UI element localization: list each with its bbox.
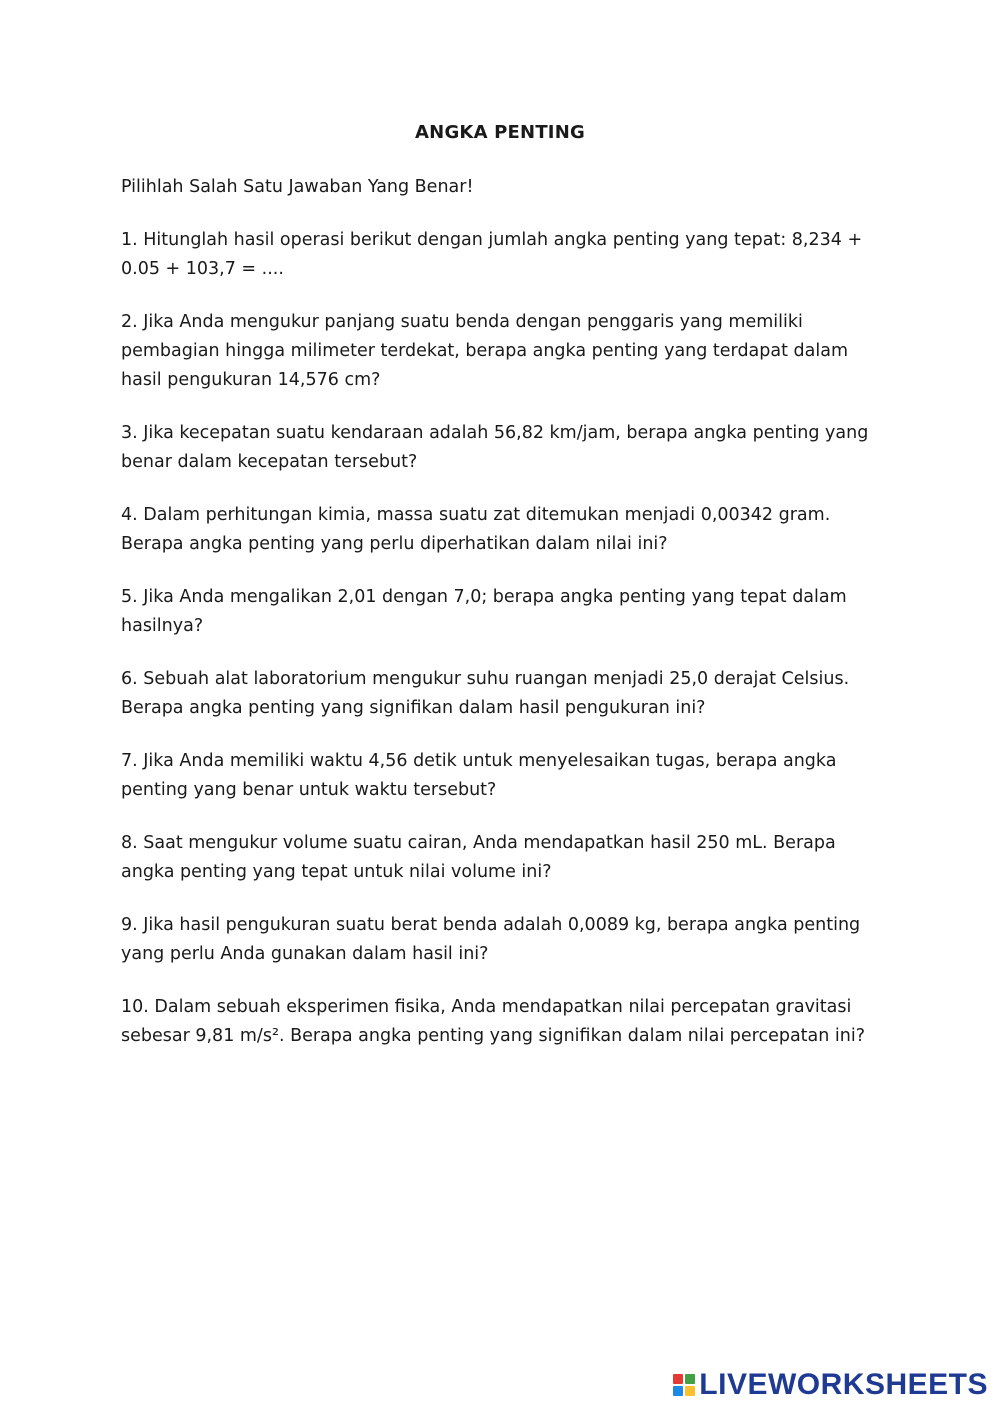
question-2: 2. Jika Anda mengukur panjang suatu benda dengan penggaris yang memiliki pembagian hingga milimeter terdekat, berapa angka penting yang terdapat dalam hasil pengukuran 14,576 cm? [121,312,849,390]
question-4: 4. Dalam perhitungan kimia, massa suatu zat ditemukan menjadi 0,00342 gram. Berapa angka penting yang perlu diperhatikan dalam nilai ini? [121,505,831,554]
question-8: 8. Saat mengukur volume suatu cairan, Anda mendapatkan hasil 250 mL. Berapa angka penting yang tepat untuk nilai volume ini? [121,833,836,882]
instruction-text: Pilihlah Salah Satu Jawaban Yang Benar! [121,177,474,197]
question-1: 1. Hitunglah hasil operasi berikut dengan jumlah angka penting yang tepat: 8,234 + 0.05 + 103,7 = .... [121,230,863,279]
question-9: 9. Jika hasil pengukuran suatu berat benda adalah 0,0089 kg, berapa angka penting yang perlu Anda gunakan dalam hasil ini? [121,915,861,964]
question-5: 5. Jika Anda mengalikan 2,01 dengan 7,0; berapa angka penting yang tepat dalam hasilnya? [121,587,847,636]
logo-square-blue [673,1386,683,1396]
logo-square-yellow [685,1386,695,1396]
brand-wordmark: LIVEWORKSHEETS [699,1368,988,1401]
logo-square-green [685,1374,695,1384]
question-3: 3. Jika kecepatan suatu kendaraan adalah 56,82 km/jam, berapa angka penting yang benar dalam kecepatan tersebut? [121,423,869,472]
logo-square-red [673,1374,683,1384]
liveworksheets-brand [673,1368,988,1402]
page-title: ANGKA PENTING [415,122,585,143]
worksheet-content [121,173,891,1075]
question-10: 10. Dalam sebuah eksperimen fisika, Anda mendapatkan nilai percepatan gravitasi sebesar 9,81 m/s². Berapa angka penting yang signifikan dalam nilai percepatan ini? [121,997,866,1046]
question-6: 6. Sebuah alat laboratorium mengukur suhu ruangan menjadi 25,0 derajat Celsius. Berapa angka penting yang signifikan dalam hasil pengukuran ini? [121,669,850,718]
question-7: 7. Jika Anda memiliki waktu 4,56 detik untuk menyelesaikan tugas, berapa angka penting yang benar untuk waktu tersebut? [121,751,837,800]
liveworksheets-logo-icon [673,1374,695,1396]
